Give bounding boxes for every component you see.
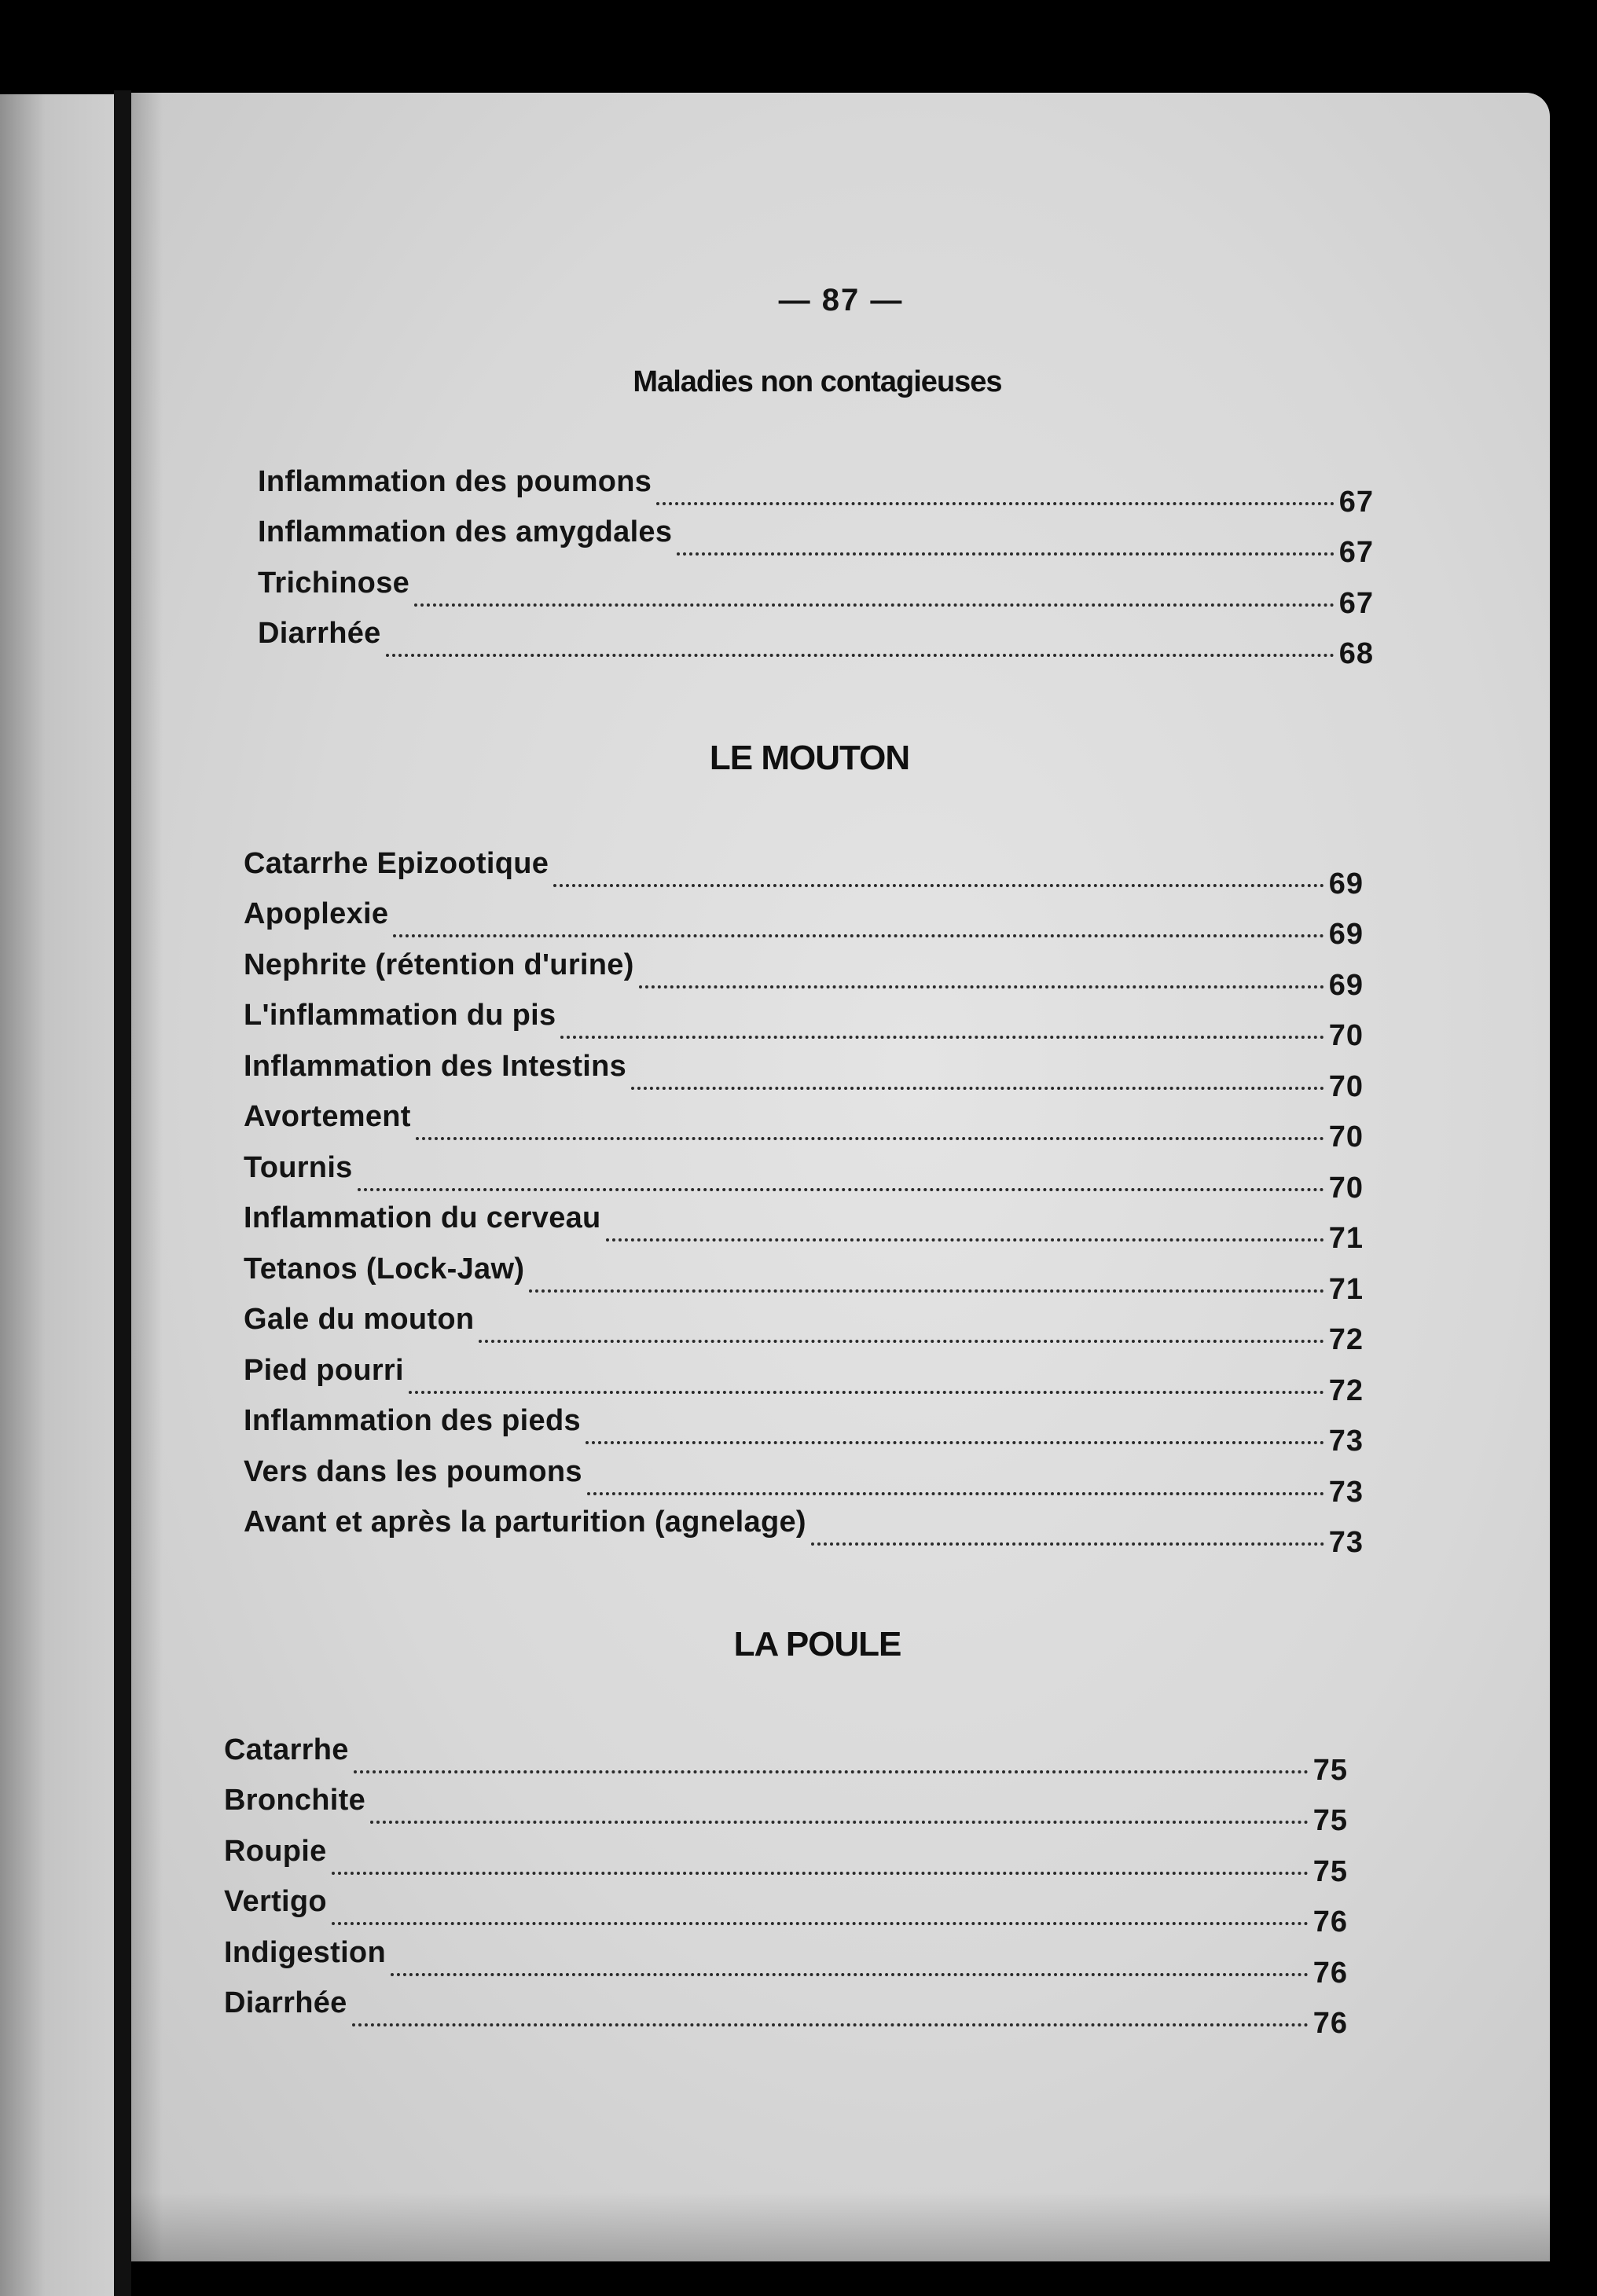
- dot-leader: [631, 1087, 1324, 1090]
- toc-entry-label: Inflammation des amygdales: [258, 515, 673, 548]
- toc-entry-page: 71: [1328, 1222, 1364, 1255]
- toc-entry-page: 73: [1328, 1425, 1364, 1458]
- page-number: — 87 —: [778, 283, 904, 317]
- toc-entry-label: Tetanos (Lock-Jaw): [244, 1252, 525, 1286]
- toc-entry-page: 69: [1328, 867, 1364, 900]
- toc-entry: [244, 941, 1364, 1002]
- dot-leader: [332, 1922, 1309, 1925]
- toc-entry-label: Avortement: [244, 1100, 411, 1133]
- toc-entry-label: Trichinose: [258, 566, 410, 600]
- toc-entry-label: Pied pourri: [244, 1353, 404, 1387]
- toc-entry: [224, 1827, 1348, 1888]
- toc-entry-page: 70: [1328, 1120, 1364, 1154]
- toc-entry-page: 69: [1328, 918, 1364, 951]
- dot-leader: [414, 603, 1335, 607]
- dot-leader: [352, 2023, 1309, 2026]
- section-title-maladies: Maladies non contagieuses: [633, 365, 1002, 398]
- toc-entry: [244, 992, 1364, 1052]
- dot-leader: [606, 1238, 1324, 1242]
- toc-entry-label: Bronchite: [224, 1784, 366, 1817]
- dot-leader: [677, 552, 1334, 556]
- toc-entry-page: 75: [1312, 1753, 1348, 1787]
- toc-entry-label: Avant et après la parturition (agnelage): [244, 1506, 806, 1539]
- toc-entry: [244, 1346, 1364, 1407]
- toc-entry: [224, 1928, 1348, 1990]
- dot-leader: [393, 934, 1323, 937]
- page-shadow: [131, 93, 163, 2261]
- toc-entry: [258, 559, 1374, 620]
- toc-entry-label: Diarrhée: [224, 1986, 347, 2019]
- toc-entry: [244, 1397, 1364, 1458]
- dot-leader: [409, 1391, 1324, 1394]
- toc-entry-page: 72: [1328, 1374, 1364, 1407]
- toc-entry-label: Roupie: [224, 1834, 327, 1868]
- toc-entry: [244, 1498, 1364, 1559]
- toc-entry: [224, 1777, 1348, 1837]
- toc-entry: [244, 1093, 1364, 1154]
- toc-entry-page: 76: [1312, 1956, 1348, 1990]
- toc-entry-page: 75: [1312, 1854, 1348, 1888]
- dot-leader: [560, 1036, 1323, 1039]
- toc-entry-label: Inflammation des poumons: [258, 464, 652, 498]
- toc-entry-page: 72: [1328, 1323, 1364, 1356]
- toc-entry-page: 68: [1338, 637, 1374, 670]
- toc-entry-label: Vers dans les poumons: [244, 1454, 582, 1488]
- toc-entry-page: 71: [1328, 1272, 1364, 1306]
- toc-entry-label: Inflammation des Intestins: [244, 1049, 627, 1083]
- page-bottom-shadow: [131, 2192, 1550, 2261]
- toc-entry: [244, 1194, 1364, 1255]
- dot-leader: [586, 1441, 1324, 1444]
- toc-entry-label: Diarrhée: [258, 617, 381, 650]
- toc-entry-label: Nephrite (rétention d'urine): [244, 948, 634, 981]
- toc-list-mouton: [244, 839, 1364, 1559]
- adjacent-page-edge: [0, 94, 114, 2296]
- toc-entry-label: Tournis: [244, 1150, 353, 1184]
- toc-entry-label: Inflammation des pieds: [244, 1404, 581, 1437]
- toc-entry-page: 69: [1328, 968, 1364, 1002]
- toc-list-maladies: [258, 457, 1374, 670]
- toc-entry-label: Gale du mouton: [244, 1303, 475, 1336]
- toc-entry: [258, 457, 1374, 519]
- toc-entry: [224, 1979, 1348, 2040]
- toc-entry-page: 76: [1312, 2007, 1348, 2040]
- toc-entry: [258, 508, 1374, 569]
- dot-leader: [529, 1289, 1323, 1293]
- toc-entry-page: 76: [1312, 1905, 1348, 1938]
- toc-entry: [224, 1726, 1348, 1787]
- toc-entry-label: Catarrhe: [224, 1733, 349, 1766]
- toc-entry-page: 75: [1312, 1804, 1348, 1837]
- toc-entry-page: 70: [1328, 1171, 1364, 1205]
- toc-entry-page: 67: [1338, 586, 1374, 620]
- section-title-mouton: LE MOUTON: [709, 739, 910, 777]
- toc-entry: [244, 839, 1364, 900]
- toc-entry-label: L'inflammation du pis: [244, 999, 556, 1032]
- dot-leader: [656, 502, 1334, 505]
- toc-entry-label: Catarrhe Epizootique: [244, 846, 549, 880]
- dot-leader: [811, 1542, 1324, 1546]
- toc-entry: [244, 1296, 1364, 1356]
- toc-entry-page: 67: [1338, 485, 1374, 519]
- dot-leader: [479, 1340, 1323, 1343]
- toc-entry: [258, 610, 1374, 670]
- dot-leader: [553, 884, 1324, 887]
- toc-entry-label: Inflammation du cerveau: [244, 1201, 601, 1234]
- toc-entry-page: 70: [1328, 1069, 1364, 1103]
- dot-leader: [332, 1872, 1309, 1875]
- dot-leader: [354, 1770, 1309, 1773]
- toc-entry-label: Apoplexie: [244, 897, 389, 930]
- dot-leader: [416, 1137, 1324, 1140]
- toc-entry-page: 67: [1338, 536, 1374, 569]
- book-gutter: [114, 90, 131, 2296]
- toc-entry: [244, 1447, 1364, 1509]
- dot-leader: [587, 1492, 1324, 1495]
- dot-leader: [391, 1973, 1309, 1976]
- section-title-poule: LA POULE: [733, 1625, 901, 1663]
- dot-leader: [386, 654, 1335, 657]
- toc-entry-label: Vertigo: [224, 1885, 327, 1918]
- toc-list-poule: [224, 1726, 1348, 2040]
- dot-leader: [639, 985, 1324, 988]
- toc-entry-page: 73: [1328, 1475, 1364, 1509]
- toc-entry: [224, 1878, 1348, 1938]
- dot-leader: [370, 1821, 1309, 1824]
- toc-entry: [244, 1143, 1364, 1205]
- dot-leader: [358, 1188, 1324, 1191]
- toc-entry-page: 70: [1328, 1019, 1364, 1052]
- toc-entry-label: Indigestion: [224, 1935, 386, 1969]
- toc-entry: [244, 1245, 1364, 1306]
- toc-entry: [244, 1042, 1364, 1103]
- toc-entry-page: 73: [1328, 1526, 1364, 1559]
- toc-entry: [244, 890, 1364, 951]
